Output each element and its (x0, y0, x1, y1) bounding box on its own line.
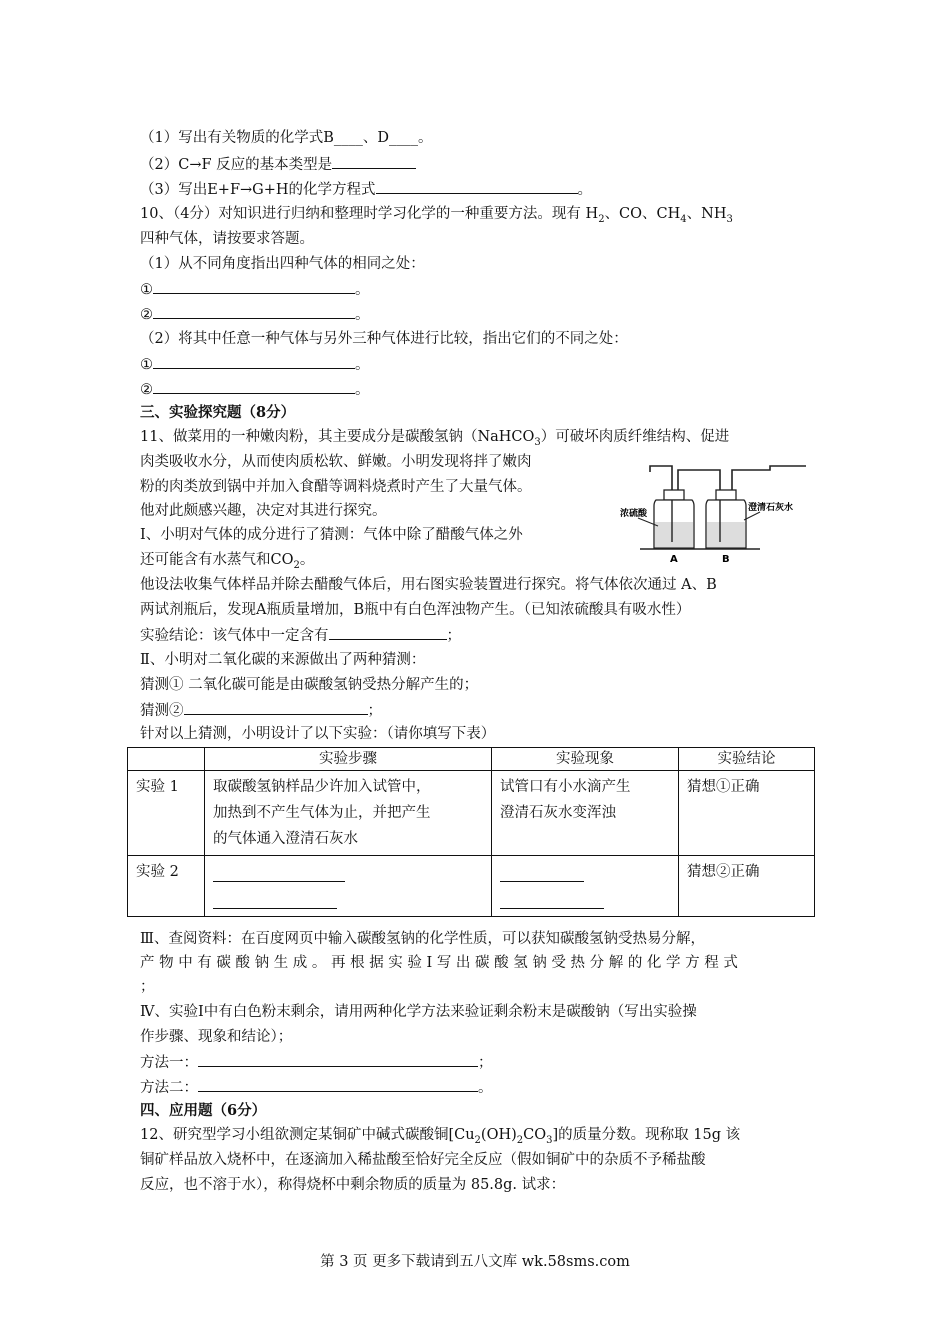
q9-sub1: （1）写出有关物质的化学式B____、D____。 (140, 130, 433, 146)
q9-sub3 (140, 177, 592, 202)
q10-stem-c: 、NH (686, 206, 727, 222)
q11-part1-a: Ⅰ、小明对气体的成分进行了猜测：气体中除了醋酸气体之外 (140, 527, 523, 543)
q11-conclusion (140, 623, 461, 648)
label-conc-sulfuric-acid: 浓硫酸 (620, 509, 648, 519)
bottle-b-liquid (707, 522, 745, 547)
gas-washing-bottles-figure (620, 462, 812, 564)
bottle-b-neck (716, 490, 736, 500)
q9-sub3-text: （3）写出E+F→G+H的化学方程式 (140, 182, 376, 198)
end-mark: 。 (355, 282, 370, 298)
q11-part2: Ⅱ、小明对二氧化碳的来源做出了两种猜测： (140, 652, 426, 668)
q10-line2: 四种气体，请按要求答题。 (140, 231, 314, 247)
method2-label: 方法二： (140, 1080, 198, 1096)
table-row (128, 856, 815, 917)
answer-blank[interactable] (332, 152, 416, 169)
section4-title: 四、应用题（6分） (140, 1102, 267, 1119)
q11-part3-c: ； (140, 979, 155, 995)
marker: ① (140, 357, 153, 373)
q11-line1-a: 11、做菜用的一种嫩肉粉，其主要成分是碳酸氢钠（NaHCO (140, 429, 535, 445)
q10-sub2-answer1 (140, 352, 370, 377)
table-header: 实验结论 (679, 748, 815, 771)
table-cell-phenomenon (492, 771, 679, 856)
answer-blank[interactable] (500, 886, 604, 909)
answer-blank[interactable] (500, 859, 584, 882)
semicolon: ； (367, 703, 382, 719)
step-line: 的气体通入澄清石灰水 (213, 831, 358, 847)
answer-blank[interactable] (329, 623, 447, 640)
answer-blank[interactable] (153, 352, 355, 369)
q11-line3: 粉的肉类放到锅中并加入食醋等调料烧煮时产生了大量气体。 (140, 479, 532, 495)
table-header-row (128, 748, 815, 771)
table-cell-conclusion: 猜想①正确 (679, 771, 815, 856)
step-line: 加热到不产生气体为止，并把产生 (213, 805, 431, 821)
table-cell-phenomenon (492, 856, 679, 917)
q11-conclusion-text: 实验结论：该气体中一定含有 (140, 628, 329, 644)
q11-line1-b: ）可破坏肉质纤维结构、促进 (540, 429, 730, 445)
q10-stem-a: 10、（4分）对知识进行归纳和整理时学习化学的一种重要方法。现有 H (140, 206, 599, 222)
semicolon: ； (446, 628, 461, 644)
label-a: A (670, 554, 678, 564)
q11-part1-b-text: 还可能含有水蒸气和CO (140, 552, 294, 568)
answer-blank[interactable] (213, 859, 345, 882)
label-b: B (722, 554, 730, 564)
q12-line2: 铜矿样品放入烧杯中，在逐滴加入稀盐酸至恰好完全反应（假如铜矿中的杂质不予稀盐酸 (140, 1152, 706, 1168)
end-mark: 。 (355, 307, 370, 323)
bottle-a-neck (664, 490, 684, 500)
q12-line3: 反应，也不溶于水），称得烧杯中剩余物质的质量为 85.8g. 试求： (140, 1177, 566, 1193)
table-header: 实验现象 (492, 748, 679, 771)
table-header (128, 748, 205, 771)
step-line: 取碳酸氢钠样品少许加入试管中， (213, 779, 431, 795)
marker: ② (140, 307, 153, 323)
q11-guess2 (140, 698, 382, 723)
experiment-table (127, 747, 815, 917)
answer-blank[interactable] (376, 177, 578, 194)
q10-stem: 10、（4分）对知识进行归纳和整理时学习化学的一种重要方法。现有 $H_2$、CO、$CH_4$、$NH_3$ (140, 206, 733, 225)
q11-part4-b: 作步骤、现象和结论）； (140, 1029, 293, 1045)
end-mark: 。 (355, 357, 370, 373)
q12-line1-b: (OH) (480, 1127, 517, 1143)
table-cell-conclusion: 猜想②正确 (679, 856, 815, 917)
answer-blank[interactable] (213, 886, 337, 909)
marker: ① (140, 282, 153, 298)
semicolon: ； (478, 1055, 493, 1071)
method1-label: 方法一： (140, 1055, 198, 1071)
table-header: 实验步骤 (205, 748, 492, 771)
q11-guess1: 猜测① 二氧化碳可能是由碳酸氢钠受热分解产生的； (140, 677, 479, 693)
q11-line1: 11、做菜用的一种嫩肉粉，其主要成分是碳酸氢钠（NaHCO$_3$）可破坏肉质纤维结构、促进 (140, 429, 730, 448)
q11-para3: 两试剂瓶后，发现A瓶质量增加，B瓶中有白色浑浊物产生。（已知浓硫酸具有吸水性） (140, 602, 691, 618)
q9-sub2-text: （2）C→F 反应的基本类型是 (140, 157, 333, 173)
table-cell-steps (205, 771, 492, 856)
q11-part1-b: 还可能含有水蒸气和$CO_2$。 (140, 552, 315, 571)
q11-line4: 他对此颇感兴趣，决定对其进行探究。 (140, 503, 387, 519)
q10-stem-b: 、CO、CH (604, 206, 681, 222)
q11-part4-a: Ⅳ、实验Ⅰ中有白色粉末剩余，请用两种化学方法来验证剩余粉末是碳酸钠（写出实验操 (140, 1004, 697, 1020)
label-limewater: 澄清石灰水 (748, 503, 794, 513)
q10-sub1-answer1 (140, 277, 370, 302)
q11-para2: 他设法收集气体样品并除去醋酸气体后，用右图实验装置进行探究。将气体依次通过 A、B (140, 577, 717, 593)
bottle-a-liquid (655, 522, 693, 547)
q11-line2: 肉类吸收水分，从而使肉质松软、鲜嫩。小明发现将拌了嫩肉 (140, 454, 532, 470)
q10-sub1: （1）从不同角度指出四种气体的相同之处： (140, 256, 425, 272)
tube-b (732, 466, 806, 502)
q10-sub1-answer2 (140, 302, 370, 327)
answer-blank[interactable] (153, 277, 355, 294)
answer-blank[interactable] (153, 377, 355, 394)
q12-line1: 12、研究型学习小组欲测定某铜矿中碱式碳酸铜$[Cu_2(OH)_2CO_3]$的质量分数。现称取 15g 该 (140, 1127, 741, 1146)
table-cell-name: 实验 1 (128, 771, 205, 856)
table-row (128, 771, 815, 856)
q12-line1-a: 12、研究型学习小组欲测定某铜矿中碱式碳酸铜[Cu (140, 1127, 475, 1143)
q9-sub3-end: 。 (577, 182, 593, 198)
marker: ② (140, 382, 153, 398)
section3-title: 三、实验探究题（8分） (140, 404, 296, 421)
page-footer: 第 3 页 更多下载请到五八文库 wk.58sms.com (320, 1254, 630, 1270)
table-cell-name: 实验 2 (128, 856, 205, 917)
q12-line1-d: ]的质量分数。现称取 15g 该 (552, 1127, 741, 1143)
answer-blank[interactable] (198, 1050, 478, 1067)
q11-part3-b: 产物中有碳酸钠生成。再根据实验Ⅰ写出碳酸氢钠受热分解的化学方程式 (140, 955, 743, 971)
phen-line: 澄清石灰水变浑浊 (500, 805, 616, 821)
end-mark: 。 (355, 382, 370, 398)
q11-method1 (140, 1050, 493, 1075)
q11-para5: 针对以上猜测，小明设计了以下实验：（请你填写下表） (140, 726, 496, 742)
answer-blank[interactable] (153, 302, 355, 319)
answer-blank[interactable] (198, 1075, 478, 1092)
q9-sub2 (140, 152, 416, 177)
q11-part3-a: Ⅲ、查阅资料：在百度网页中输入碳酸氢钠的化学性质，可以获知碳酸氢钠受热易分解， (140, 931, 705, 947)
q10-sub2: （2）将其中任意一种气体与另外三种气体进行比较，指出它们的不同之处： (140, 331, 628, 347)
table-cell-steps (205, 856, 492, 917)
phen-line: 试管口有小水滴产生 (500, 779, 631, 795)
q11-method2 (140, 1075, 493, 1100)
q10-sub2-answer2 (140, 377, 370, 402)
q12-line1-c: CO (523, 1127, 547, 1143)
answer-blank[interactable] (184, 698, 368, 715)
q11-guess2-label: 猜测② (140, 703, 184, 719)
end-mark: 。 (478, 1080, 493, 1096)
